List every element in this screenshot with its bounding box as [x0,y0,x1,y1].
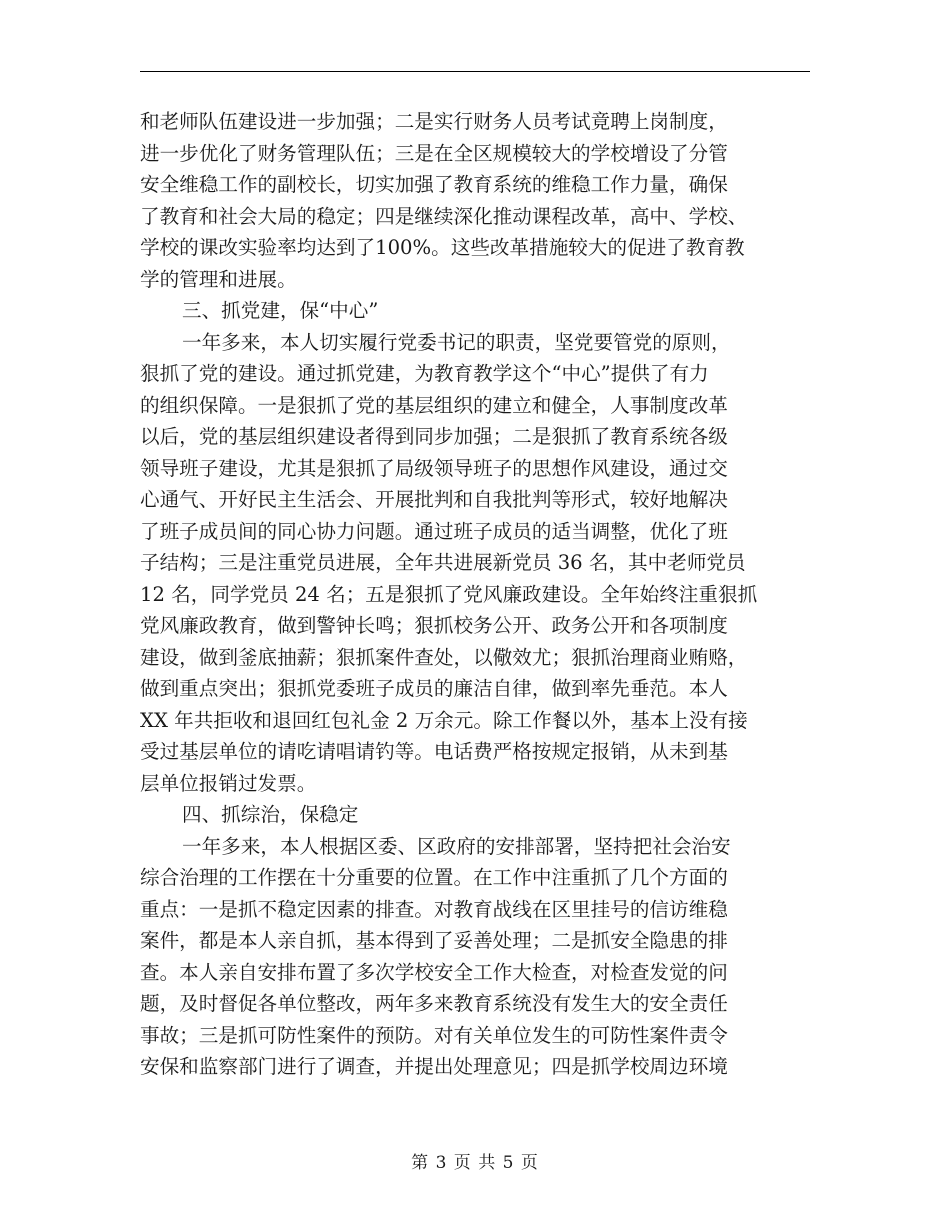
text-line: 和老师队伍建设进一步加强；二是实行财务人员考试竟聘上岗制度， [140,110,728,133]
text-line: 的组织保障。一是狠抓了党的基层组织的建立和健全，人事制度改革 [140,393,728,417]
text-line: 学校的课改实验率均达到了100%。这些改革措施较大的促进了教育教 [140,236,745,259]
text-line: 了教育和社会大局的稳定；四是继续深化推动课程改革，高中、学校、 [140,204,748,228]
page-footer [0,1148,950,1173]
header-rule [140,71,810,72]
text-line: 领导班子建设，尤其是狠抓了局级领导班子的思想作风建设，通过交 [140,456,728,480]
text-line: 心通气、开好民主生活会、开展批判和自我批判等形式，较好地解决 [140,488,728,511]
text-line: 12 名，同学党员 24 名；五是狠抓了党风廉政建设。全年始终注重狠抓 [140,582,758,606]
text-line: 三、抓党建，保“中心” [182,299,379,322]
text-line: 狠抓了党的建设。通过抓党建，为教育教学这个“中心”提供了有力 [140,362,709,385]
text-line: 建设，做到釜底抽薪；狠抓案件查处，以儆效尤；狠抓治理商业贿赂， [140,645,748,669]
text-line: 案件，都是本人亲自抓，基本得到了妥善处理；二是抓安全隐患的排 [140,929,728,952]
text-line: 事故；三是抓可防性案件的预防。对有关单位发生的可防性案件责令 [140,1023,728,1047]
text-line: 一年多来，本人切实履行党委书记的职责，坚党要管党的原则， [182,330,731,354]
text-line: XX 年共拒收和退回红包礼金 2 万余元。除工作餐以外，基本上没有接 [140,708,748,732]
text-line: 以后，党的基层组织建设者得到同步加强；二是狠抓了教育系统各级 [140,425,728,448]
text-line: 重点：一是抓不稳定因素的排查。对教育战线在区里挂号的信访维稳 [140,897,728,921]
text-line: 受过基层单位的请吃请唱请钓等。电话费严格按规定报销，从未到基 [140,740,728,763]
text-line: 学的管理和进展。 [140,267,297,291]
text-line: 子结构；三是注重党员进展，全年共进展新党员 36 名，其中老师党员 [140,551,746,574]
text-line: 综合治理的工作摆在十分重要的位置。在工作中注重抓了几个方面的 [140,866,728,889]
text-line: 了班子成员间的同心协力问题。通过班子成员的适当调整，优化了班 [140,519,728,543]
text-line: 层单位报销过发票。 [140,771,317,795]
text-line: 题，及时督促各单位整改，两年多来教育系统没有发生大的安全责任 [140,992,728,1015]
text-line: 安保和监察部门进行了调查，并提出处理意见；四是抓学校周边环境 [140,1055,728,1078]
text-line: 安全维稳工作的副校长，切实加强了教育系统的维稳工作力量，确保 [140,173,728,196]
text-line: 查。本人亲自安排布置了多次学校安全工作大检查，对检查发觉的问 [140,960,728,984]
page-number-label: 第 3 页 共 5 页 [411,1153,539,1173]
text-line: 党风廉政教育，做到警钟长鸣；狠抓校务公开、政务公开和各项制度 [140,614,728,637]
text-line: 做到重点突出；狠抓党委班子成员的廉洁自律，做到率先垂范。本人 [140,677,728,700]
document-body [140,106,812,1083]
text-line: 进一步优化了财务管理队伍；三是在全区规模较大的学校增设了分管 [140,141,728,165]
text-line: 一年多来，本人根据区委、区政府的安排部署，坚持把社会治安 [182,834,731,858]
text-line: 四、抓综治，保稳定 [182,803,359,826]
